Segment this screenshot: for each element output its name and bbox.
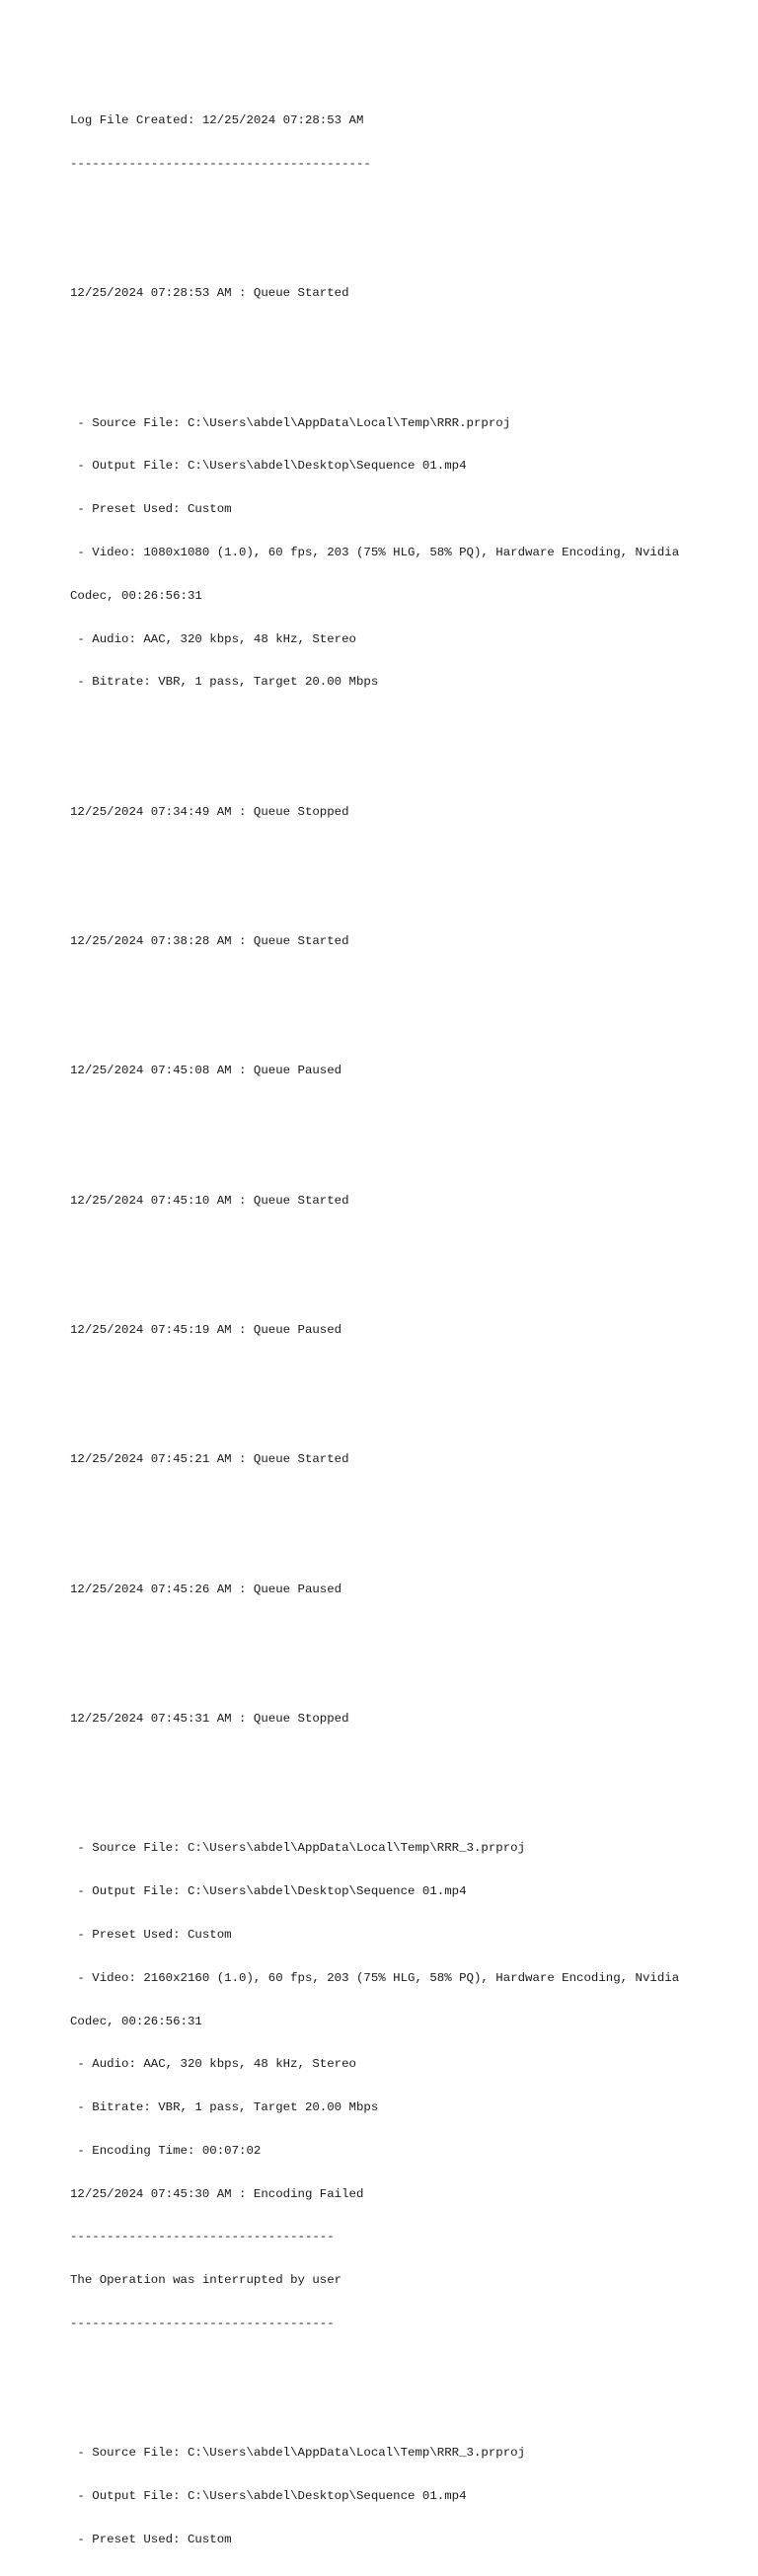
audio-line: - Audio: AAC, 320 kbps, 48 kHz, Stereo <box>70 631 356 646</box>
video-line: - Video: 2160x2160 (1.0), 60 fps, 203 (75% HLG, 58% PQ), Hardware Encoding, Nvidia <box>70 1970 680 1985</box>
log-text <box>70 85 741 2576</box>
event-line: 12/25/2024 07:45:31 AM : Queue Stopped <box>70 1712 349 1727</box>
event-line: 12/25/2024 07:28:53 AM : Queue Started <box>70 286 349 301</box>
preset-line: - Preset Used: Custom <box>70 1928 232 1942</box>
source-file-line: - Source File: C:\Users\abdel\AppData\Local\Temp\RRR.prproj <box>70 415 511 430</box>
event-line: 12/25/2024 07:38:28 AM : Queue Started <box>70 934 349 949</box>
event-line: 12/25/2024 07:34:49 AM : Queue Stopped <box>70 804 349 819</box>
output-file-line: - Output File: C:\Users\abdel\Desktop\Sequence 01.mp4 <box>70 2489 467 2504</box>
video-line: - Video: 1080x1080 (1.0), 60 fps, 203 (75% HLG, 58% PQ), Hardware Encoding, Nvidia <box>70 546 680 559</box>
bitrate-line: - Bitrate: VBR, 1 pass, Target 20.00 Mbps <box>70 2100 379 2115</box>
event-line: 12/25/2024 07:45:10 AM : Queue Started <box>70 1193 349 1208</box>
source-file-line: - Source File: C:\Users\abdel\AppData\Local\Temp\RRR_3.prproj <box>70 2446 526 2461</box>
video-line-continued: Codec, 00:26:56:31 <box>70 588 202 603</box>
bitrate-line: - Bitrate: VBR, 1 pass, Target 20.00 Mbps <box>70 675 379 690</box>
output-file-line: - Output File: C:\Users\abdel\Desktop\Sequence 01.mp4 <box>70 459 467 474</box>
video-line-continued: Codec, 00:26:56:31 <box>70 2014 202 2028</box>
encoding-time-line: - Encoding Time: 00:07:02 <box>70 2143 262 2158</box>
message-rule-top: ------------------------------------ <box>70 2230 335 2245</box>
log-header: Log File Created: 12/25/2024 07:28:53 AM <box>70 113 364 128</box>
preset-line: - Preset Used: Custom <box>70 2532 232 2546</box>
message-rule-bottom: ------------------------------------ <box>70 2317 335 2331</box>
audio-line: - Audio: AAC, 320 kbps, 48 kHz, Stereo <box>70 2057 356 2072</box>
event-line: 12/25/2024 07:45:08 AM : Queue Paused <box>70 1064 342 1078</box>
event-line: 12/25/2024 07:45:21 AM : Queue Started <box>70 1452 349 1467</box>
header-rule: ----------------------------------------- <box>70 156 371 171</box>
event-line: 12/25/2024 07:45:26 AM : Queue Paused <box>70 1582 342 1596</box>
event-line: 12/25/2024 07:45:19 AM : Queue Paused <box>70 1323 342 1338</box>
preset-line: - Preset Used: Custom <box>70 502 232 517</box>
source-file-line: - Source File: C:\Users\abdel\AppData\Local\Temp\RRR_3.prproj <box>70 1841 526 1856</box>
output-file-line: - Output File: C:\Users\abdel\Desktop\Sequence 01.mp4 <box>70 1884 467 1899</box>
interruption-message: The Operation was interrupted by user <box>70 2273 342 2288</box>
encoding-result-line: 12/25/2024 07:45:30 AM : Encoding Failed <box>70 2186 364 2201</box>
